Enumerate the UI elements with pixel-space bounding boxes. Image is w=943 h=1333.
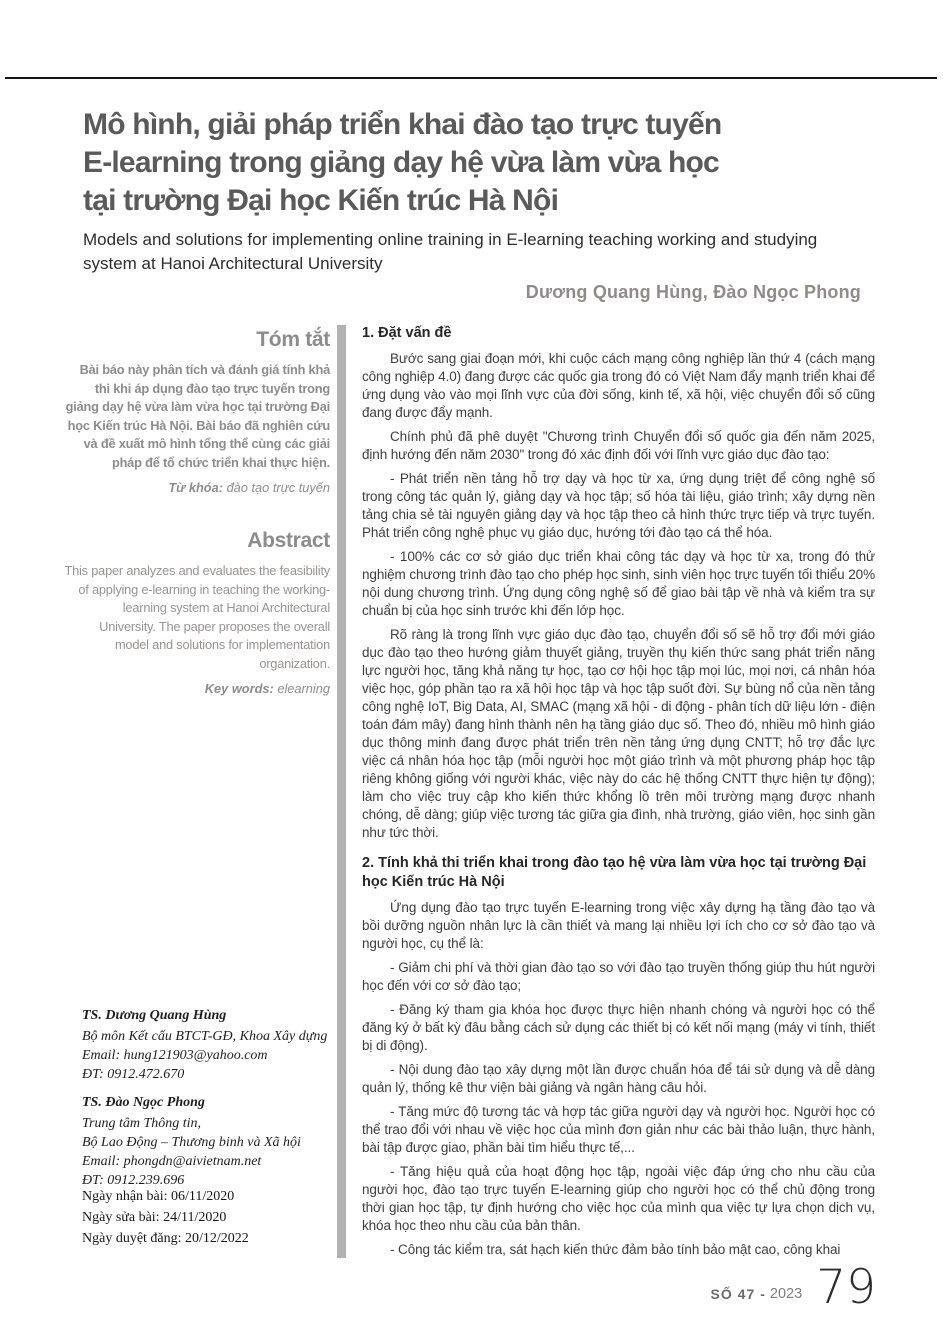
issue-year: 2023 bbox=[769, 1286, 803, 1302]
contact-1-phone: ĐT: 0912.472.670 bbox=[82, 1067, 185, 1082]
contact-gap bbox=[82, 1084, 334, 1093]
manuscript-dates bbox=[82, 1186, 334, 1249]
abstract-heading: Abstract bbox=[247, 529, 330, 552]
body-paragraph: - Giảm chi phí và thời gian đào tạo so với đào tạo truyền thống giúp thu hút người học đến với cơ sở đào tạo; bbox=[362, 960, 875, 993]
issue-separator: - bbox=[760, 1286, 765, 1302]
date-revised: Ngày sửa bài: 24/11/2020 bbox=[82, 1210, 227, 1225]
contact-2-affiliation-1: Trung tâm Thông tin, bbox=[82, 1116, 202, 1131]
body-paragraph: - Công tác kiểm tra, sát hạch kiến thức đảm bảo tính bảo mật cao, công khai bbox=[390, 1242, 841, 1257]
article-authors: Dương Quang Hùng, Đào Ngọc Phong bbox=[525, 282, 861, 302]
issue-label: SỐ 47 bbox=[710, 1286, 756, 1302]
body-paragraph: Bước sang giai đoạn mới, khi cuộc cách mạng công nghiệp lần thứ 4 (cách mạng công nghiệp 4.0) đang được các quốc gia trong đó có Việt Nam đẩy mạnh triển khai để ứng dụng vào vào mọi lĩnh vực của đời sống, kinh tế, xã hội, việc chuyển đổi số cũng đang được đẩy mạnh. bbox=[362, 351, 875, 420]
contact-2-name: TS. Đào Ngọc Phong bbox=[82, 1095, 205, 1110]
title-line-2: E-learning trong giảng dạy hệ vừa làm vừa học bbox=[83, 146, 719, 179]
sidebar bbox=[64, 328, 330, 696]
page-footer bbox=[710, 1260, 876, 1315]
section-2-heading: 2. Tính khả thi triển khai trong đào tạo hệ vừa làm vừa học tại trường Đại học Kiến trúc Hà Nội bbox=[362, 855, 867, 890]
tomtat-heading: Tóm tắt bbox=[256, 328, 330, 351]
tukhoa-line bbox=[64, 480, 330, 495]
body-paragraph: Chính phủ đã phê duyệt "Chương trình Chuyển đổi số quốc gia đến năm 2025, định hướng đến năm 2030" trong đó xác định đối với lĩnh vực giáo dục đào tạo: bbox=[362, 429, 875, 462]
body-paragraph: - 100% các cơ sở giáo dục triển khai công tác dạy và học từ xa, trong đó thử nghiệm chương trình đào tạo cho phép học sinh, sinh viên học trực tuyến tối thiểu 20% nội dung chương trình. Ứng dụng công nghệ số để giao bài tập về nhà và kiểm tra sự chuẩn bị của học sinh trước khi đến lớp học. bbox=[362, 549, 875, 618]
column-divider-bar bbox=[337, 325, 346, 1258]
contact-2-affiliation-2: Bộ Lao Động – Thương binh và Xã hội bbox=[82, 1135, 301, 1150]
date-accepted: Ngày duyệt đăng: 20/12/2022 bbox=[82, 1231, 249, 1246]
tukhoa-value: đào tạo trực tuyến bbox=[226, 480, 330, 495]
contact-2-email: Email: phongdn@aivietnam.net bbox=[82, 1154, 262, 1169]
abstract-body: This paper analyzes and evaluates the feasibility of applying e-learning in teaching the working-learning system at Hanoi Architectural University. The paper proposes the overall model and solutions for implementation organization. bbox=[64, 563, 330, 671]
section-1-heading: 1. Đặt vấn đề bbox=[362, 325, 452, 341]
body-paragraph: - Tăng mức độ tương tác và hợp tác giữa người dạy và người học. Người học có thể trao đổi với nhau về việc học của mình đơn giản như các bài thảo luận, thực hành, bài tập được giao, phần bài tìm hiểu thực tế,... bbox=[362, 1104, 875, 1155]
contact-2-phone: ĐT: 0912.239.696 bbox=[82, 1173, 185, 1188]
tomtat-body: Bài báo này phân tích và đánh giá tính khả thi khi áp dụng đào tạo trực tuyến trong giảng dạy hệ vừa làm vừa học tại trường Đại học Kiến trúc Hà Nội. Bài báo đã nghiên cứu và đề xuất mô hình tổng thể cùng các giải pháp để tổ chức triển khai thực hiện. bbox=[65, 362, 330, 470]
body-paragraph: Ứng dụng đào tạo trực tuyến E-learning trong việc xây dựng hạ tầng đào tạo và bồi dưỡng nguồn nhân lực là cần thiết và mang lại nhiều lợi ích cho cơ sở đào tạo và người học, cụ thể là: bbox=[362, 900, 875, 951]
contact-1-name: TS. Dương Quang Hùng bbox=[82, 1008, 227, 1023]
page-number: 79 bbox=[816, 1260, 876, 1315]
main-text-column bbox=[362, 324, 875, 1265]
author-contact-block bbox=[82, 1006, 334, 1190]
body-paragraph: Rõ ràng là trong lĩnh vực giáo dục đào tạo, chuyển đổi số sẽ hỗ trợ đổi mới giáo dục đào tạo theo hướng giảm thuyết giảng, truyền thụ kiến thức sang phát triển năng lực người học, tăng khả năng tự học, tạo cơ hội học tập mọi lúc, mọi nơi, cá nhân hóa việc học, góp phần tạo ra xã hội học tập và học tập suốt đời. Sự bùng nổ của nền tảng công nghệ IoT, Big Data, AI, SMAC (mạng xã hội - di động - phân tích dữ liệu lớn - điện toán đám mây) đang hình thành nên hạ tầng giáo dục số. Theo đó, nhiều mô hình giáo dục thông minh đang được phát triển trên nền tảng ứng dụng CNTT; hỗ trợ đắc lực việc cá nhân hóa học tập (mỗi người học một giáo trình và một phương pháp học tập riêng không giống với người khác, việc này do các hệ thống CNTT thực hiện tự động); làm cho việc truy cập kho kiến thức khổng lồ trên môi trường mạng được nhanh chóng, dễ dàng; giúp việc tương tác giữa gia đình, nhà trường, giáo viên, học sinh gần như tức thời. bbox=[362, 627, 875, 840]
contact-1-affiliation: Bộ môn Kết cấu BTCT-GĐ, Khoa Xây dựng bbox=[82, 1029, 328, 1044]
title-line-3: tại trường Đại học Kiến trúc Hà Nội bbox=[83, 184, 559, 217]
top-horizontal-rule bbox=[5, 77, 937, 79]
article-subtitle-english: Models and solutions for implementing online training in E-learning teaching working and studying system at Hanoi Architectural University bbox=[83, 230, 818, 273]
keywords-value: elearning bbox=[277, 681, 330, 696]
title-line-1: Mô hình, giải pháp triển khai đào tạo trực tuyến bbox=[83, 108, 722, 141]
date-received: Ngày nhận bài: 06/11/2020 bbox=[82, 1189, 235, 1204]
article-title bbox=[83, 106, 873, 220]
keywords-line bbox=[64, 681, 330, 696]
body-paragraph: - Phát triển nền tảng hỗ trợ dạy và học từ xa, ứng dụng triệt để công nghệ số trong công tác quản lý, giảng dạy và học tập; số hóa tài liệu, giáo trình; xây dựng nền tảng chia sẻ tài nguyên giảng dạy và học tập theo cả hình thức trực tiếp và trực tuyến. Phát triển công nghệ phục vụ giáo dục, hướng tới đào tạo cá thể hóa. bbox=[362, 471, 875, 540]
body-paragraph: - Nội dung đào tạo xây dựng một lần được chuẩn hóa để tái sử dụng và dễ dàng quản lý, thống kê thư viện bài giảng và ngân hàng câu hỏi. bbox=[362, 1062, 875, 1095]
body-paragraph: - Đăng ký tham gia khóa học được thực hiện nhanh chóng và người học có thể đăng ký ở bất kỳ đâu bằng cách sử dụng các thiết bị có kết nối mạng (máy vi tính, thiết bị di động). bbox=[362, 1002, 875, 1053]
contact-1-email: Email: hung121903@yahoo.com bbox=[82, 1048, 268, 1063]
tukhoa-label: Từ khóa: bbox=[168, 480, 223, 495]
body-paragraph: - Tăng hiệu quả của hoạt động học tập, ngoài việc đáp ứng cho nhu cầu của người học, đào tạo trực tuyến E-learning giúp cho người học có thể chủ động trong thời gian học tập, tự định hướng cho việc học của mình qua việc tự lựa chọn dịch vụ, khóa học theo nhu cầu của bản thân. bbox=[362, 1164, 875, 1233]
keywords-label: Key words: bbox=[204, 681, 274, 696]
